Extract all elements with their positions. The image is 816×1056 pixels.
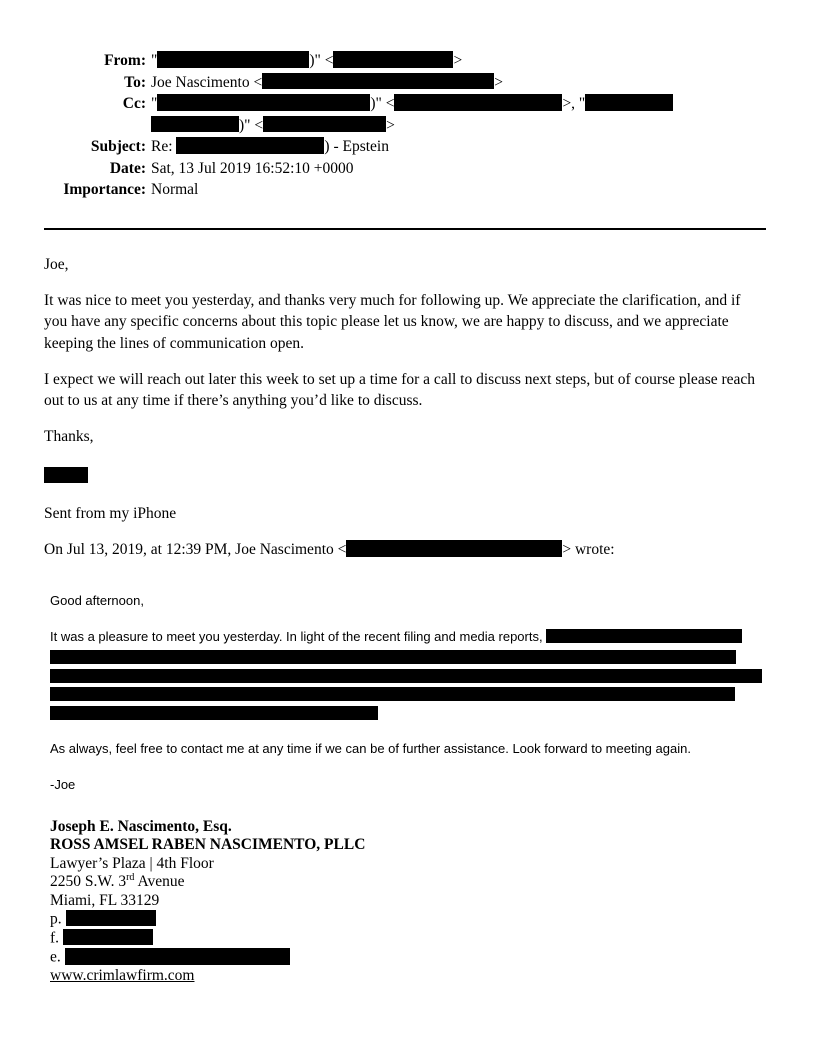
closing: Thanks,	[44, 428, 94, 445]
signature-email: e.	[50, 948, 766, 967]
redaction-box	[263, 116, 386, 132]
signature-address-2: 2250 S.W. 3rd Avenue	[50, 871, 185, 890]
redaction-box	[66, 910, 156, 926]
header-label-subject: Subject:	[90, 138, 146, 155]
redaction-box	[394, 94, 562, 110]
body-paragraph-1: It was nice to meet you yesterday, and thanks very much for following up. We appreciate the clarification, and if you have any specific concerns about this topic please let us know, we are happy to discuss, and we appreciate keeping the lines of communication open.	[44, 291, 741, 352]
redaction-box	[157, 94, 370, 110]
quoted-message	[50, 591, 766, 794]
header-label-importance: Importance:	[63, 181, 146, 198]
header-divider	[44, 228, 766, 230]
quoted-sign-off: -Joe	[50, 776, 76, 792]
body-paragraph-2: I expect we will reach out later this week to set up a time for a call to discuss next steps, but of course please reach out to us at any time if there’s anything you’d like to discuss.	[44, 370, 756, 409]
quoted-paragraph-1: It was a pleasure to meet you yesterday. In light of the recent filing and media reports,	[50, 627, 766, 646]
header-label-date: Date:	[109, 159, 146, 177]
sender-name-redaction	[44, 466, 766, 488]
redacted-paragraph-block	[50, 650, 766, 720]
header-value-from: " )" < >	[151, 52, 463, 69]
redaction-box	[262, 73, 494, 89]
redaction-box	[157, 51, 309, 67]
header-value-to: Joe Nascimento < >	[151, 73, 503, 91]
greeting: Joe,	[44, 255, 69, 273]
email-header	[44, 50, 766, 201]
redaction-bar	[50, 650, 736, 664]
header-value-importance: Normal	[151, 181, 199, 198]
signature-phone: p.	[50, 910, 766, 929]
header-value-subject: Re: ) - Epstein	[151, 138, 389, 155]
header-value-date: Sat, 13 Jul 2019 16:52:10 +0000	[151, 159, 354, 177]
redaction-box	[546, 629, 742, 643]
header-label-cc: Cc:	[122, 95, 146, 112]
signature-block	[50, 818, 766, 986]
redaction-bar	[50, 706, 378, 720]
quoted-greeting: Good afternoon,	[50, 592, 144, 608]
website-link[interactable]: www.crimlawfirm.com	[50, 967, 195, 985]
header-label-from: From:	[104, 52, 146, 69]
redaction-box	[585, 94, 673, 110]
signature-name: Joseph E. Nascimento, Esq.	[50, 817, 232, 835]
redaction-box	[176, 137, 324, 153]
redaction-box	[346, 540, 562, 556]
redaction-box	[44, 467, 88, 483]
redaction-box	[65, 948, 290, 964]
header-label-to: To:	[124, 73, 146, 91]
redaction-bar	[50, 669, 762, 683]
email-body	[44, 254, 766, 561]
redaction-box	[333, 51, 453, 67]
header-value-cc: " )" < >, " )" < >	[151, 93, 766, 136]
sent-from-line: Sent from my iPhone	[44, 505, 177, 522]
signature-firm: ROSS AMSEL RABEN NASCIMENTO, PLLC	[50, 836, 366, 853]
signature-address-3: Miami, FL 33129	[50, 891, 160, 909]
redaction-bar	[50, 687, 735, 701]
quoted-paragraph-2: As always, feel free to contact me at any time if we can be of further assistance. Look forward to meeting again.	[50, 740, 691, 756]
signature-address-1: Lawyer’s Plaza | 4th Floor	[50, 854, 214, 872]
redaction-box	[151, 116, 239, 132]
signature-fax: f.	[50, 929, 766, 948]
quote-attribution: On Jul 13, 2019, at 12:39 PM, Joe Nascimento < > wrote:	[44, 541, 615, 558]
redaction-box	[63, 929, 153, 945]
